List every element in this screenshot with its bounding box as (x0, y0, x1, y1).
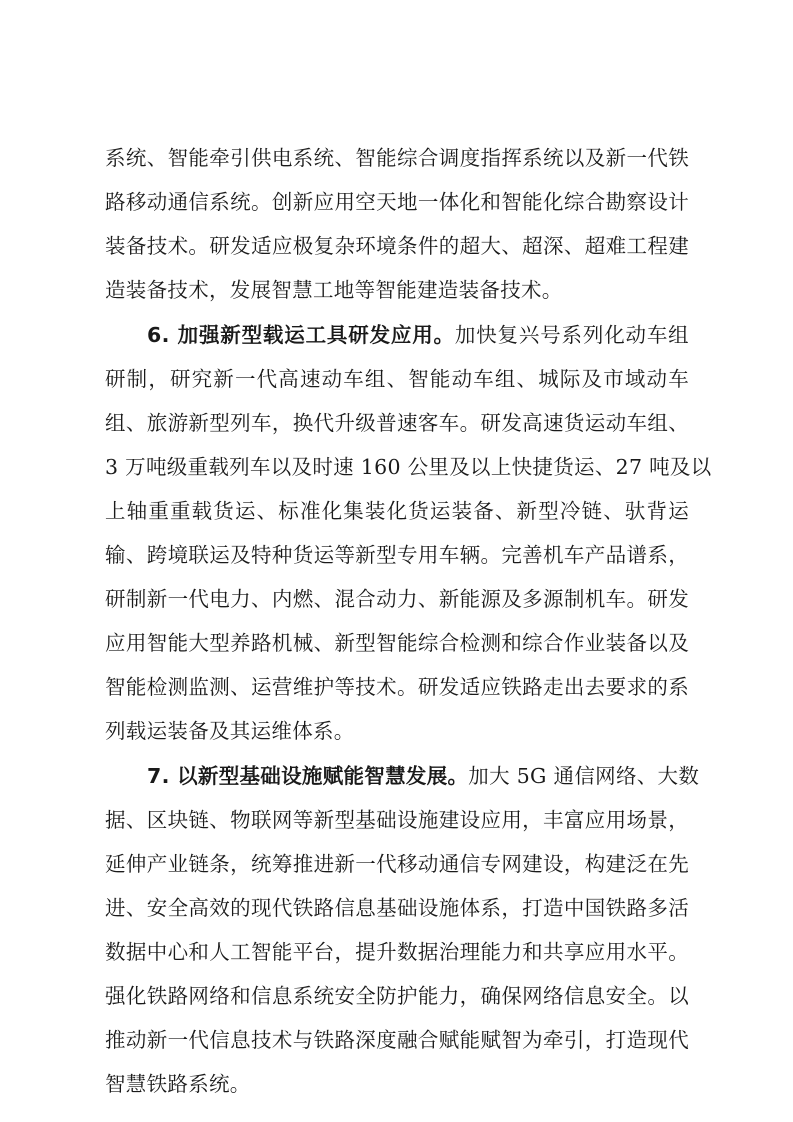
para2-line-2: 研制，研究新一代高速动车组、智能动车组、城际及市域动车 (105, 367, 689, 391)
para2-line-8: 应用智能大型养路机械、新型智能综合检测和综合作业装备以及 (105, 631, 689, 655)
para2-line-7: 研制新一代电力、内燃、混合动力、新能源及多源制机车。研发 (105, 587, 689, 611)
para2-line-6: 输、跨境联运及特种货运等新型专用车辆。完善机车产品谱系， (105, 543, 689, 567)
para2-first-line-text: 加快复兴号系列化动车组 (454, 323, 689, 347)
para2-first-line (147, 313, 689, 357)
para3-line-7: 推动新一代信息技术与铁路深度融合赋能赋智为牵引，打造现代 (105, 1028, 689, 1052)
para2-line-9: 智能检测监测、运营维护等技术。研发适应铁路走出去要求的系 (105, 675, 689, 699)
para2-line-4: 3 万吨级重载列车以及时速 160 公里及以上快捷货运、27 吨及以 (105, 455, 712, 479)
para3-heading: 7. 以新型基础设施赋能智慧发展。 (147, 764, 469, 788)
para1-line-2: 路移动通信系统。创新应用空天地一体化和智能化综合勘察设计 (105, 190, 689, 214)
para1-line-4: 造装备技术，发展智慧工地等智能建造装备技术。 (105, 278, 563, 302)
para2-line-3: 组、旅游新型列车，换代升级普速客车。研发高速货运动车组、 (105, 411, 689, 435)
para3-line-8: 智慧铁路系统。 (105, 1072, 251, 1096)
para3-line-5: 数据中心和人工智能平台，提升数据治理能力和共享应用水平。 (105, 940, 689, 964)
para3-first-line-text: 加大 5G 通信网络、大数 (468, 764, 700, 788)
para2-heading: 6. 加强新型载运工具研发应用。 (147, 323, 455, 347)
para3-line-6: 强化铁路网络和信息系统安全防护能力，确保网络信息安全。以 (105, 984, 689, 1008)
para3-first-line (147, 754, 700, 798)
para1-line-1: 系统、智能牵引供电系统、智能综合调度指挥系统以及新一代铁 (105, 146, 689, 170)
para1-line-3: 装备技术。研发适应极复杂环境条件的超大、超深、超难工程建 (105, 234, 689, 258)
para3-line-4: 进、安全高效的现代铁路信息基础设施体系，打造中国铁路多活 (105, 896, 689, 920)
para3-line-3: 延伸产业链条，统筹推进新一代移动通信专网建设，构建泛在先 (105, 852, 689, 876)
para3-line-2: 据、区块链、物联网等新型基础设施建设应用，丰富应用场景， (105, 808, 689, 832)
para2-line-5: 上轴重重载货运、标准化集装化货运装备、新型冷链、驮背运 (105, 499, 689, 523)
para2-line-10: 列载运装备及其运维体系。 (105, 719, 355, 743)
